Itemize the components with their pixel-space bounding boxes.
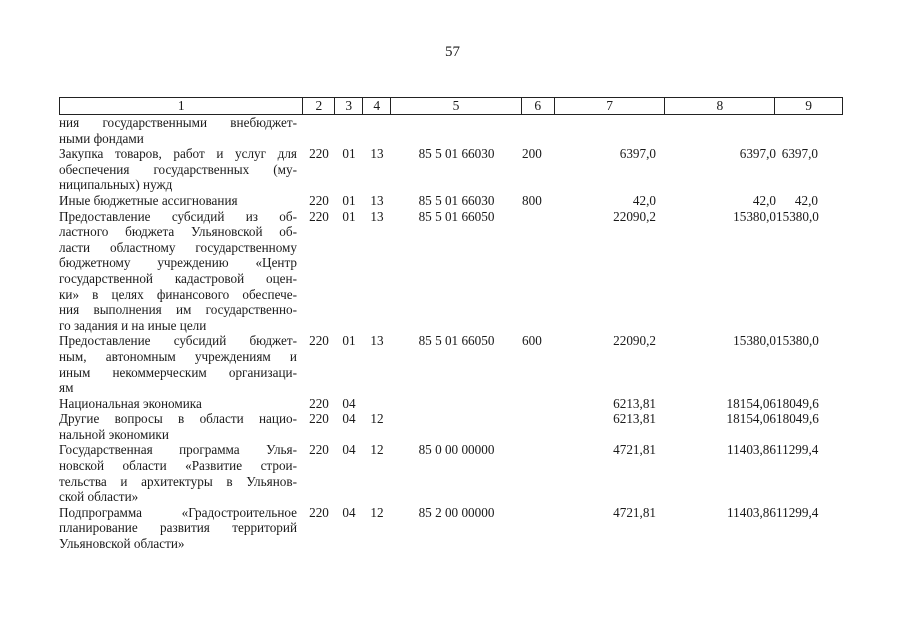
row-c3: 01 xyxy=(342,146,356,162)
table-row xyxy=(59,193,843,209)
row-c7: 6213,81 xyxy=(613,411,656,427)
table-row xyxy=(59,209,843,334)
row-c7: 4721,81 xyxy=(613,442,656,458)
row-name xyxy=(59,146,303,193)
row-c3: 04 xyxy=(342,504,356,520)
row-c7: 22090,2 xyxy=(613,208,656,224)
row-name xyxy=(59,396,303,412)
row-name-line: планирование развития территорий xyxy=(59,520,297,536)
row-c7: 6213,81 xyxy=(613,395,656,411)
row-c3: 04 xyxy=(342,442,356,458)
row-c6: 800 xyxy=(522,192,542,208)
row-name xyxy=(59,209,303,334)
row-c4: 13 xyxy=(370,192,384,208)
budget-table xyxy=(59,97,843,552)
row-c9: 18049,6 xyxy=(776,411,819,427)
header-col-8: 8 xyxy=(665,98,775,114)
row-name-line: ными фондами xyxy=(59,130,144,146)
page-number: 57 xyxy=(445,44,460,60)
table-row xyxy=(59,396,843,412)
row-c8: 42,0 xyxy=(752,192,776,208)
row-c4: 12 xyxy=(370,442,384,458)
row-name-line: ниципальных) нужд xyxy=(59,177,173,193)
header-col-9: 9 xyxy=(805,98,812,113)
row-c3: 01 xyxy=(342,208,356,224)
row-c8: 18154,06 xyxy=(726,411,776,427)
row-c9: 18049,6 xyxy=(776,395,819,411)
row-c6: 600 xyxy=(522,333,542,349)
row-name-line: Иные бюджетные ассигнования xyxy=(59,192,238,208)
row-c6: 200 xyxy=(522,146,542,162)
header-col-7: 7 xyxy=(555,98,666,114)
row-name xyxy=(59,115,303,146)
table-row xyxy=(59,411,843,442)
table-body xyxy=(59,115,843,552)
row-c9: 15380,0 xyxy=(776,208,819,224)
row-c5: 85 0 00 00000 xyxy=(418,442,495,458)
row-c7: 4721,81 xyxy=(613,504,656,520)
row-c4: 12 xyxy=(370,504,384,520)
row-c3: 01 xyxy=(342,192,356,208)
header-col-6: 6 xyxy=(522,98,555,114)
header-col-2: 2 xyxy=(303,98,335,114)
row-c2: 220 xyxy=(309,192,329,208)
header-col-3: 3 xyxy=(335,98,363,114)
table-row xyxy=(59,115,843,146)
row-c7: 6397,0 xyxy=(619,146,656,162)
row-name-line: ской области» xyxy=(59,489,139,505)
row-c8: 11403,86 xyxy=(727,504,776,520)
row-c2: 220 xyxy=(309,411,329,427)
row-c5: 85 5 01 66030 xyxy=(418,146,495,162)
row-c5: 85 2 00 00000 xyxy=(418,504,495,520)
table-header-row xyxy=(59,97,843,115)
row-name-line: нальной экономики xyxy=(59,426,169,442)
table-row xyxy=(59,442,843,504)
row-name-line: Ульяновской области» xyxy=(59,536,185,552)
row-c3: 04 xyxy=(342,411,356,427)
row-c5: 85 5 01 66050 xyxy=(418,208,495,224)
row-name-line: бюджетному учреждению «Центр xyxy=(59,255,297,271)
row-name xyxy=(59,411,303,442)
row-c9: 11299,4 xyxy=(776,504,819,520)
row-c5: 85 5 01 66030 xyxy=(418,192,495,208)
header-col-4: 4 xyxy=(363,98,391,114)
row-c2: 220 xyxy=(309,395,329,411)
row-name-line: тельства и архитектуры в Ульянов- xyxy=(59,473,297,489)
row-name xyxy=(59,193,303,209)
row-c2: 220 xyxy=(309,333,329,349)
row-name-line: ластного бюджета Ульяновской об- xyxy=(59,224,297,240)
row-c2: 220 xyxy=(309,146,329,162)
row-c9: 6397,0 xyxy=(781,146,818,162)
row-name xyxy=(59,505,303,552)
row-c3: 01 xyxy=(342,333,356,349)
row-name-line: го задания и на иные цели xyxy=(59,317,207,333)
row-name-line: Предоставление субсидий бюджет- xyxy=(59,333,297,349)
row-name-line: ки» в целях финансового обеспече- xyxy=(59,286,297,302)
row-c7: 42,0 xyxy=(632,192,656,208)
row-name xyxy=(59,442,303,504)
row-c9: 42,0 xyxy=(794,192,818,208)
row-c8: 18154,06 xyxy=(726,395,776,411)
row-c8: 11403,86 xyxy=(727,442,776,458)
row-name-line: ния государственными внебюджет- xyxy=(59,115,297,130)
row-c7: 22090,2 xyxy=(613,333,656,349)
row-name-line: государственной кадастровой оцен- xyxy=(59,270,297,286)
row-name-line: Подпрограмма «Градостроительное xyxy=(59,504,297,520)
row-c4: 13 xyxy=(370,333,384,349)
row-name-line: Закупка товаров, работ и услуг для xyxy=(59,146,297,162)
header-col-1: 1 xyxy=(60,98,303,114)
row-c9: 11299,4 xyxy=(776,442,819,458)
row-c8: 15380,0 xyxy=(733,333,776,349)
row-c2: 220 xyxy=(309,208,329,224)
row-name-line: иным некоммерческим организаци- xyxy=(59,364,297,380)
row-c8: 15380,0 xyxy=(733,208,776,224)
row-c9: 15380,0 xyxy=(776,333,819,349)
row-name-line: Национальная экономика xyxy=(59,395,202,411)
row-name-line: Предоставление субсидий из об- xyxy=(59,208,297,224)
row-name-line: Государственная программа Улья- xyxy=(59,442,297,458)
row-name-line: новской области «Развитие строи- xyxy=(59,458,297,474)
row-c8: 6397,0 xyxy=(739,146,776,162)
header-col-5: 5 xyxy=(391,98,522,114)
row-c2: 220 xyxy=(309,442,329,458)
row-name-line: ям xyxy=(59,380,74,396)
row-c4: 12 xyxy=(370,411,384,427)
row-c2: 220 xyxy=(309,504,329,520)
row-name-line: ния выполнения им государственно- xyxy=(59,302,297,318)
row-name-line: Другие вопросы в области нацио- xyxy=(59,411,297,427)
table-row xyxy=(59,146,843,193)
row-c5: 85 5 01 66050 xyxy=(418,333,495,349)
table-row xyxy=(59,333,843,395)
row-name-line: ласти областному государственному xyxy=(59,239,297,255)
row-c4: 13 xyxy=(370,146,384,162)
table-row xyxy=(59,505,843,552)
row-name xyxy=(59,333,303,395)
row-c3: 04 xyxy=(342,395,356,411)
row-name-line: ным, автономным учреждениям и xyxy=(59,348,297,364)
row-name-line: обеспечения государственных (му- xyxy=(59,161,297,177)
row-c4: 13 xyxy=(370,208,384,224)
